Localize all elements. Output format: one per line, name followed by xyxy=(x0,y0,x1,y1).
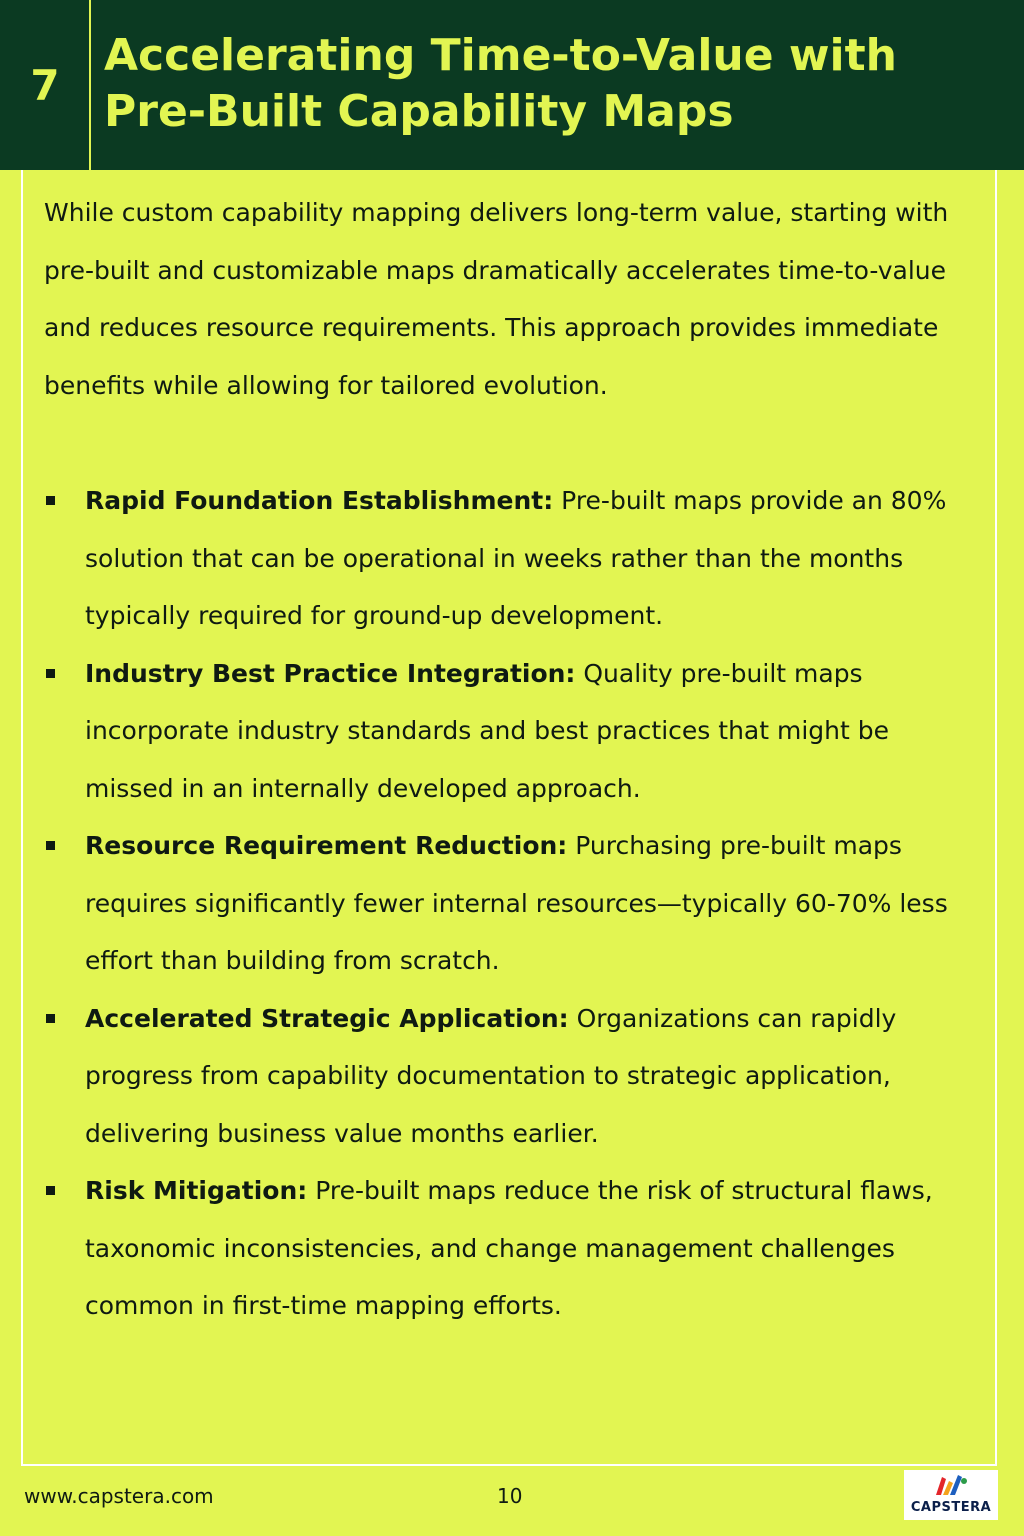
bullet-text: Organizations can rapidly progress from capability documentation to strategic application, delivering business value months earlier. xyxy=(85,1003,897,1148)
bullet-text: Purchasing pre-built maps requires significantly fewer internal resources—typically 60-70% less effort than building from scratch. xyxy=(85,831,948,975)
square-bullet-icon xyxy=(46,841,55,850)
bullet-title: Industry Best Practice Integration: xyxy=(85,658,576,688)
section-number: 7 xyxy=(30,60,60,110)
bullet-item-rapid-foundation xyxy=(44,472,984,645)
square-bullet-icon xyxy=(46,1014,55,1023)
intro-paragraph: While custom capability mapping delivers long-term value, starting with pre-built and customizable maps dramatically accelerates time-to-value and reduces resource requirements. This approach provides immediate benefits while allowing for tailored evolution. xyxy=(44,198,949,400)
square-bullet-icon xyxy=(46,1186,55,1195)
page-number: 10 xyxy=(497,1484,523,1508)
capstera-logo xyxy=(904,1470,998,1520)
bullet-list xyxy=(44,472,984,1335)
footer-website-link[interactable]: www.capstera.com xyxy=(24,1484,214,1508)
bullet-title: Accelerated Strategic Application: xyxy=(85,1003,569,1033)
bullet-item-best-practice xyxy=(44,645,984,818)
bullet-text: Pre-built maps provide an 80% solution that can be operational in weeks rather than the months typically required for ground-up development. xyxy=(85,486,947,630)
square-bullet-icon xyxy=(46,496,55,505)
bullet-text: Quality pre-built maps incorporate industry standards and best practices that might be missed in an internally developed approach. xyxy=(85,658,890,803)
page-title: Accelerating Time-to-Value with Pre-Built Capability Maps xyxy=(104,30,897,137)
header-bar xyxy=(0,0,1024,170)
bullet-title: Resource Requirement Reduction: xyxy=(85,831,568,860)
bullet-item-risk-mitigation xyxy=(44,1162,984,1335)
capstera-logo-icon xyxy=(932,1473,970,1499)
logo-text: CAPSTERA xyxy=(910,1500,992,1515)
header-divider xyxy=(89,0,91,170)
bullet-item-resource-reduction xyxy=(44,817,984,990)
bullet-title: Risk Mitigation: xyxy=(85,1176,308,1205)
bullet-item-strategic-application xyxy=(44,990,984,1163)
bullet-text: Pre-built maps reduce the risk of structural flaws, taxonomic inconsistencies, and change management challenges common in first-time mapping efforts. xyxy=(85,1176,933,1320)
square-bullet-icon xyxy=(46,669,55,678)
bullet-title: Rapid Foundation Establishment: xyxy=(85,486,554,515)
